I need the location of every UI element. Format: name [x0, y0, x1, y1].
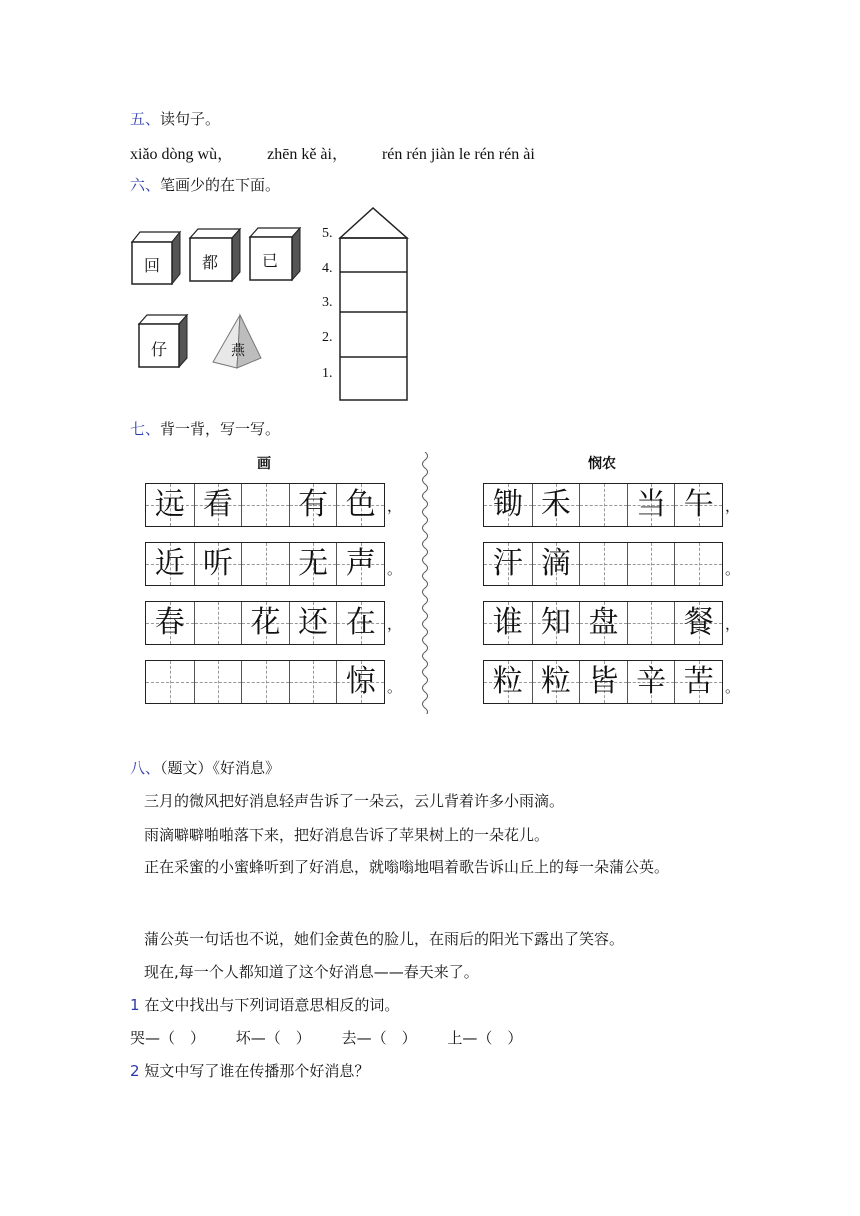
cell-text: 听	[202, 546, 233, 581]
cell-text: 汗	[492, 546, 523, 581]
cell-text: 色	[345, 487, 376, 522]
line-punctuation: 。	[725, 678, 741, 696]
writing-grid-row	[145, 660, 385, 704]
grid-cell-char	[336, 661, 384, 703]
grid-cell-char	[336, 543, 384, 585]
cell-text: 当	[636, 487, 667, 522]
grid-cell-char	[146, 602, 194, 644]
cell-text: 春	[154, 605, 185, 640]
antonym-item: 坏—（ ）	[235, 1029, 311, 1047]
paragraph: 雨滴噼噼啪啪落下来，把好消息告诉了苹果树上的一朵花儿。	[144, 826, 550, 844]
grid-cell-char	[336, 484, 384, 526]
cell-text: 还	[298, 605, 329, 640]
cell-text: 近	[154, 546, 185, 581]
pinyin-part: xiǎo dòng wù，	[130, 146, 234, 163]
grid-cell-char	[289, 602, 337, 644]
grid-cell-blank[interactable]	[627, 543, 675, 585]
ladder-number: 4.	[322, 261, 333, 276]
grid-cell-char	[484, 661, 532, 703]
question-2	[130, 1060, 369, 1081]
grid-cell-char	[579, 661, 627, 703]
section-5-heading	[130, 108, 220, 129]
grid-cell-char	[336, 602, 384, 644]
cell-text: 花	[250, 605, 281, 640]
grid-cell-char	[627, 484, 675, 526]
cube-char: 都	[201, 253, 218, 272]
grid-cell-blank[interactable]	[241, 661, 289, 703]
line-punctuation: ，	[387, 497, 403, 515]
ladder-shape	[340, 208, 407, 400]
pyramid-char: 燕	[231, 343, 245, 359]
cell-text: 谁	[492, 605, 523, 640]
cell-text: 午	[683, 487, 714, 522]
line-punctuation: 。	[725, 560, 741, 578]
cell-text: 辛	[636, 664, 667, 699]
grid-cell-char	[532, 661, 580, 703]
line-punctuation: 。	[387, 560, 403, 578]
grid-cell-char	[674, 484, 722, 526]
grid-cell-char	[146, 484, 194, 526]
grid-cell-blank[interactable]	[241, 543, 289, 585]
cell-text: 声	[345, 546, 376, 581]
section-number: 七、	[130, 420, 161, 438]
line-punctuation: 。	[387, 678, 403, 696]
grid-cell-char	[532, 602, 580, 644]
section-title: 读句子。	[160, 110, 221, 128]
writing-grid-row	[483, 660, 723, 704]
writing-grid-row	[145, 483, 385, 527]
grid-cell-char	[627, 661, 675, 703]
grid-cell-char	[289, 543, 337, 585]
cell-text: 锄	[492, 487, 523, 522]
section-number: 五、	[130, 110, 161, 128]
section-7-heading	[130, 418, 280, 439]
paragraph: 三月的微风把好消息轻声告诉了一朵云，云儿背着许多小雨滴。	[144, 792, 565, 810]
paragraph: 蒲公英一句话也不说，她们金黄色的脸儿，在雨后的阳光下露出了笑容。	[144, 930, 625, 948]
grid-cell-char	[532, 484, 580, 526]
grid-cell-blank[interactable]	[241, 484, 289, 526]
grid-cell-char	[194, 484, 242, 526]
section-8-heading	[130, 757, 280, 778]
writing-grid-row	[145, 601, 385, 645]
ladder-number: 3.	[322, 295, 333, 310]
grid-cell-blank[interactable]	[627, 602, 675, 644]
section-title: 背一背，写一写。	[160, 420, 281, 438]
cube-char: 回	[143, 256, 160, 275]
antonym-item: 去—（ ）	[341, 1029, 417, 1047]
cell-text: 远	[154, 487, 185, 522]
grid-cell-blank[interactable]	[289, 661, 337, 703]
grid-cell-char	[289, 484, 337, 526]
stroke-figure	[125, 200, 415, 410]
cell-text: 盘	[588, 605, 619, 640]
line-punctuation: ，	[725, 497, 741, 515]
writing-grid-row	[483, 542, 723, 586]
section-title: （题文）《好消息》	[160, 759, 281, 777]
antonym-item: 上—（ ）	[447, 1029, 523, 1047]
ladder-number: 1.	[322, 366, 333, 381]
poem-title-left: 画	[257, 456, 271, 472]
question-1	[130, 994, 399, 1015]
section-6-heading	[130, 174, 280, 195]
antonym-items	[130, 1027, 522, 1048]
cube-char: 仔	[150, 340, 167, 359]
grid-cell-char	[484, 602, 532, 644]
grid-cell-char	[194, 543, 242, 585]
cell-text: 粒	[540, 664, 571, 699]
poem-title-right: 悯农	[588, 456, 616, 472]
grid-cell-blank[interactable]	[579, 543, 627, 585]
question-number: 2	[130, 1062, 140, 1080]
cell-text: 皆	[588, 664, 619, 699]
cell-text: 有	[298, 487, 329, 522]
question-text: 在文中找出与下列词语意思相反的词。	[144, 996, 400, 1014]
cell-text: 苦	[683, 664, 714, 699]
grid-cell-char	[674, 602, 722, 644]
ladder-number: 5.	[322, 226, 333, 241]
pinyin-sentence	[130, 141, 565, 164]
ladder-number: 2.	[322, 330, 333, 345]
paragraph: 现在,每一个人都知道了这个好消息——春天来了。	[144, 963, 479, 981]
grid-cell-char	[674, 661, 722, 703]
grid-cell-char	[579, 602, 627, 644]
cell-text: 滴	[540, 546, 571, 581]
section-title: 笔画少的在下面。	[160, 176, 281, 194]
question-number: 1	[130, 996, 140, 1014]
writing-grid-row	[145, 542, 385, 586]
antonym-item: 哭—（ ）	[130, 1029, 206, 1047]
cell-text: 在	[345, 605, 376, 640]
paragraph: 正在采蜜的小蜜蜂听到了好消息，就嗡嗡地唱着歌告诉山丘上的每一朵蒲公英。	[144, 858, 670, 876]
cell-text: 知	[540, 605, 571, 640]
line-punctuation: ，	[387, 615, 403, 633]
grid-cell-blank[interactable]	[674, 543, 722, 585]
cube-char: 已	[261, 251, 278, 270]
cell-text: 餐	[683, 605, 714, 640]
section-number: 八、	[130, 759, 161, 777]
wavy-divider	[418, 452, 432, 714]
pinyin-part: zhēn kě ài，	[267, 146, 348, 163]
grid-cell-char	[484, 484, 532, 526]
grid-cell-blank[interactable]	[579, 484, 627, 526]
cell-text: 禾	[540, 487, 571, 522]
grid-cell-char	[484, 543, 532, 585]
cell-text: 无	[298, 546, 329, 581]
line-punctuation: ，	[725, 615, 741, 633]
grid-cell-blank[interactable]	[194, 661, 242, 703]
cell-text: 看	[202, 487, 233, 522]
grid-cell-char	[146, 543, 194, 585]
question-text: 短文中写了谁在传播那个好消息？	[144, 1062, 370, 1080]
pinyin-part: rén rén jiàn le rén rén ài	[381, 146, 535, 163]
grid-cell-char	[241, 602, 289, 644]
writing-grid-row	[483, 601, 723, 645]
grid-cell-blank[interactable]	[146, 661, 194, 703]
grid-cell-blank[interactable]	[194, 602, 242, 644]
writing-grid-row	[483, 483, 723, 527]
cell-text: 粒	[492, 664, 523, 699]
cell-text: 惊	[345, 664, 376, 699]
section-number: 六、	[130, 176, 161, 194]
grid-cell-char	[532, 543, 580, 585]
